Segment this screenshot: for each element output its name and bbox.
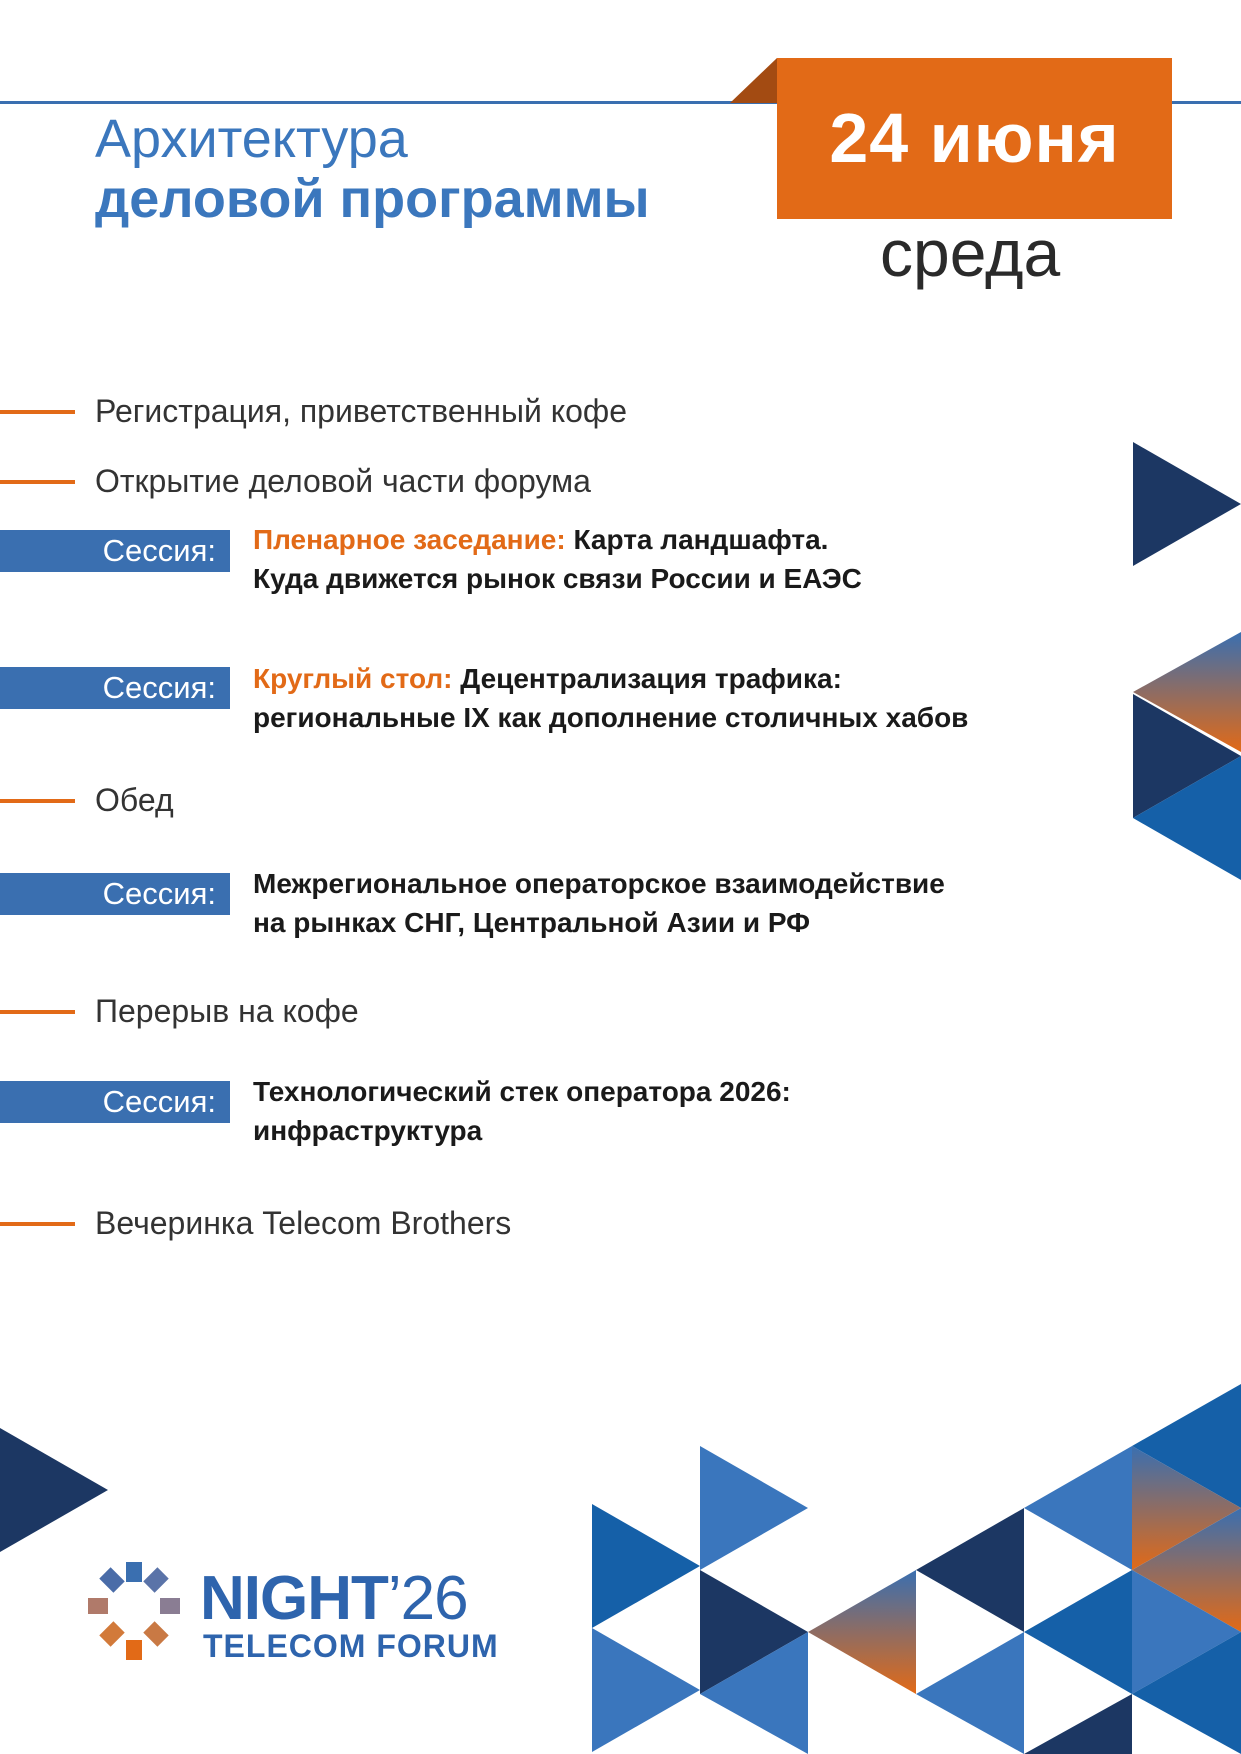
triangle-shape <box>1024 1694 1132 1754</box>
program-item-registration: Регистрация, приветственный кофе <box>95 393 627 429</box>
session-title-line2: региональные IX как дополнение столичных хабов <box>253 702 969 733</box>
event-weekday: среда <box>880 216 1061 290</box>
logo-word: NIGHT <box>200 1564 388 1633</box>
triangle-shape <box>1133 442 1241 566</box>
session-label: Сессия: <box>102 533 216 568</box>
program-item-coffee-break: Перерыв на кофе <box>95 993 359 1029</box>
session-title-line1: Технологический стек оператора 2026: <box>253 1076 791 1107</box>
page-title-line2: деловой программы <box>95 169 650 229</box>
triangle-shape <box>916 1632 1024 1754</box>
forum-logo-icon <box>86 1562 182 1662</box>
session-title-line1: Децентрализация трафика: <box>460 663 842 694</box>
triangle-shape <box>592 1504 700 1628</box>
session-type: Круглый стол: <box>253 663 453 694</box>
session-title-line1: Межрегиональное операторское взаимодействие <box>253 868 945 899</box>
session-title-line1: Карта ландшафта. <box>573 524 829 555</box>
event-date: 24 июня <box>777 58 1172 219</box>
triangle-shape <box>916 1508 1024 1632</box>
triangle-shape <box>592 1628 700 1752</box>
program-item-opening: Открытие деловой части форума <box>95 463 591 499</box>
session-title-line2: Куда движется рынок связи России и ЕАЭС <box>253 563 862 594</box>
program-item-party: Вечеринка Telecom Brothers <box>95 1205 512 1241</box>
logo-subtitle: TELECOM FORUM <box>203 1628 499 1664</box>
session-label: Сессия: <box>102 876 216 911</box>
page-title-line1: Архитектура <box>95 109 408 169</box>
session-label: Сессия: <box>102 1084 216 1119</box>
logo-year: ’26 <box>387 1564 468 1633</box>
session-title-line2: на рынках СНГ, Центральной Азии и РФ <box>253 907 811 938</box>
triangle-shape <box>1024 1570 1132 1694</box>
triangle-shape <box>0 1428 108 1552</box>
triangle-shape <box>808 1570 916 1694</box>
triangle-shape <box>1024 1446 1132 1570</box>
session-title-line2: инфраструктура <box>253 1115 483 1146</box>
triangle-shape <box>700 1446 808 1570</box>
session-label: Сессия: <box>102 670 216 705</box>
session-type: Пленарное заседание: <box>253 524 566 555</box>
program-item-lunch: Обед <box>95 782 174 818</box>
logo-wordmark <box>200 1563 468 1634</box>
